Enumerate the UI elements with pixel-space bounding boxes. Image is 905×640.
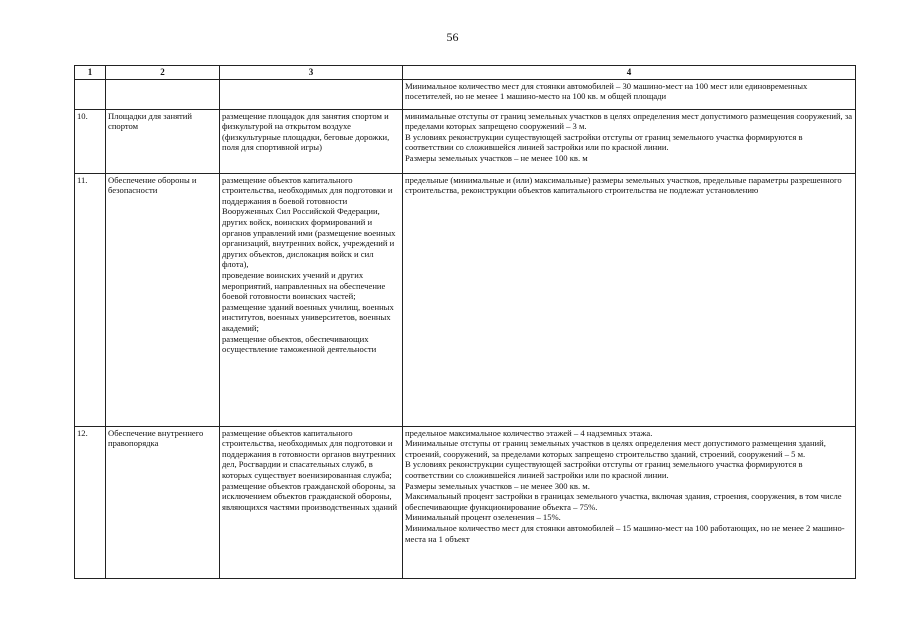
table-row (75, 426, 856, 578)
parameter-paragraph: Размеры земельных участков – не менее 100 кв. м (405, 152, 588, 163)
parameters-cell (403, 426, 856, 578)
use-description-cell (220, 79, 403, 109)
parameter-paragraph: В условиях реконструкции существующей застройки отступы от границ земельного участка формируются в соответствии со сложившейся линией застройки или по красной линии. (405, 459, 803, 480)
parameter-paragraph: Минимальный процент озеленения – 15%. (405, 512, 561, 523)
use-description-cell (220, 109, 403, 173)
parameter-paragraph: Минимальное количество мест для стоянки автомобилей – 30 машино-мест на 100 мест или единовременных посетителей, но не менее 1 машино-место на 100 кв. м общей площади (405, 80, 808, 102)
header-cell: 3 (220, 66, 403, 80)
parameter-paragraph: минимальные отступы от границ земельных участков в целях определения мест допустимого размещения сооружений, за пределами которых запрещено сооружений – 3 м. (405, 110, 853, 132)
row-number-cell: 10. (75, 109, 106, 173)
row-number-cell (75, 79, 106, 109)
description-paragraph: размещение объектов капитального строительства, необходимых для подготовки и поддержания в готовности органов внутренних дел, Росгвардии и спасательных служб, в которых существует военизированная служба; (222, 427, 396, 480)
parameter-paragraph: Минимальные отступы от границ земельных участков в целях определения мест допустимого размещения зданий, строений, сооружений, за пределами которых запрещено строительство зданий, строений, сооружений – 5 м. (405, 438, 826, 459)
parameter-paragraph: Минимальное количество мест для стоянки автомобилей – 15 машино-мест на 100 работающих, но не менее 2 машино-места на 1 объект (405, 522, 845, 544)
description-paragraph: проведение воинских учений и других мероприятий, направленных на обеспечение боевой готовности воинских частей; (222, 269, 386, 302)
description-paragraph: размещение объектов, обеспечивающих осуществление таможенной деятельности (222, 333, 377, 355)
use-name-cell: Обеспечение внутреннего правопорядка (106, 426, 220, 578)
header-cell: 1 (75, 66, 106, 80)
parameter-paragraph: предельные (минимальные и (или) максимальные) размеры земельных участков, предельные параметры разрешенного строительства, реконструкции объектов капитального строительства не подлежат установлению (405, 174, 842, 196)
table-row (75, 79, 856, 109)
description-paragraph: размещение объектов гражданской обороны, за исключением объектов гражданской обороны, являющихся частями производственных зданий (222, 480, 398, 512)
parameters-cell (403, 173, 856, 426)
parameter-paragraph: предельное максимальное количество этажей – 4 надземных этажа. (405, 427, 653, 438)
description-paragraph: размещение зданий военных училищ, военных институтов, военных университетов, военных академий; (222, 301, 394, 333)
use-name-cell (106, 79, 220, 109)
header-cell: 4 (403, 66, 856, 80)
row-number-cell: 12. (75, 426, 106, 578)
row-number-cell: 11. (75, 173, 106, 426)
parameters-cell (403, 109, 856, 173)
use-name-cell: Площадки для занятий спортом (106, 109, 220, 173)
header-cell: 2 (106, 66, 220, 80)
parameter-paragraph: В условиях реконструкции существующей застройки отступы от границ земельного участка формируются в соответствии со сложившейся линией застройки или по красной линии. (405, 131, 803, 153)
description-paragraph: размещение объектов капитального строительства, необходимых для подготовки и поддержания в боевой готовности Вооруженных Сил Российской Федерации, других войск, воинских формирований и органов управлений ими (размещение военных организаций, внутренних войск, учреждений и других объектов, дислокация войск и сил флота), (222, 174, 396, 270)
table-row (75, 109, 856, 173)
parameter-paragraph: Размеры земельных участков – не менее 300 кв. м. (405, 480, 590, 491)
description-paragraph: размещение площадок для занятия спортом и физкультурой на открытом воздухе (физкультурные площадки, беговые дорожки, поля для спортивной игры) (222, 110, 390, 153)
parameters-cell (403, 79, 856, 109)
use-description-cell (220, 173, 403, 426)
page-number: 56 (446, 30, 459, 44)
use-description-cell (220, 426, 403, 578)
table-header-row (75, 66, 856, 80)
regulations-table (74, 65, 856, 579)
parameter-paragraph: Максимальный процент застройки в границах земельного участка, включая здания, строения, сооружения, в том числе обеспечивающие функционирование объекта – 75%. (405, 491, 842, 512)
table-row (75, 173, 856, 426)
use-name-cell: Обеспечение обороны и безопасности (106, 173, 220, 426)
